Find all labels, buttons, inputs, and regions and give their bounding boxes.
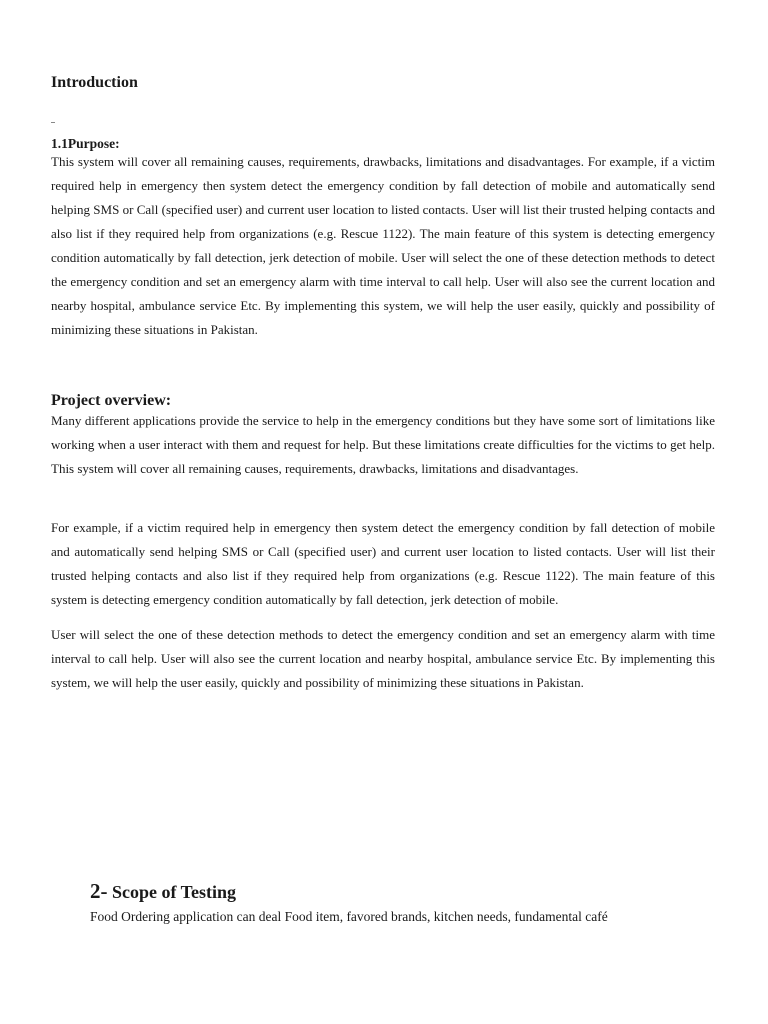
project-overview-heading: Project overview: [51, 392, 172, 409]
purpose-heading: 1.1Purpose: [51, 136, 120, 151]
scope-paragraph: Food Ordering application can deal Food item, favored brands, kitchen needs, fundamental café [90, 909, 608, 924]
overview-paragraph-2: For example, if a victim required help in emergency then system detect the emergency condition by fall detection of mobile and automatically send helping SMS or Call (specified user) and current user location to listed contacts. User will list their trusted helping contacts and also list if they required help from organizations (e.g. Rescue 1122). The main feature of this system is detecting emergency condition automatically by fall detection, jerk detection of mobile. [51, 520, 715, 607]
introduction-heading: Introduction [51, 74, 138, 91]
overview-paragraph-1: Many different applications provide the service to help in the emergency conditions but they have some sort of limitations like working when a user interact with them and request for help. But these limitations create difficulties for the victims to get help. This system will cover all remaining causes, requirements, drawbacks, limitations and disadvantages. [51, 413, 715, 476]
scope-heading-text: Scope of Testing [112, 882, 237, 902]
scope-heading [90, 879, 236, 904]
stray-mark [51, 122, 55, 123]
scope-section-number: 2- [90, 879, 108, 903]
purpose-paragraph: This system will cover all remaining causes, requirements, drawbacks, limitations and disadvantages. For example, if a victim required help in emergency then system detect the emergency condition by fall detection of mobile and automatically send helping SMS or Call (specified user) and current user location to listed contacts. User will list their trusted helping contacts and also list if they required help from organizations (e.g. Rescue 1122). The main feature of this system is detecting emergency condition automatically by fall detection, jerk detection of mobile. User will select the one of these detection methods to detect the emergency condition and set an emergency alarm with time interval to call help. User will also see the current location and nearby hospital, ambulance service Etc. By implementing this system, we will help the user easily, quickly and possibility of minimizing these situations in Pakistan. [51, 154, 715, 337]
overview-paragraph-3: User will select the one of these detection methods to detect the emergency condition and set an emergency alarm with time interval to call help. User will also see the current location and nearby hospital, ambulance service Etc. By implementing this system, we will help the user easily, quickly and possibility of minimizing these situations in Pakistan. [51, 627, 715, 690]
